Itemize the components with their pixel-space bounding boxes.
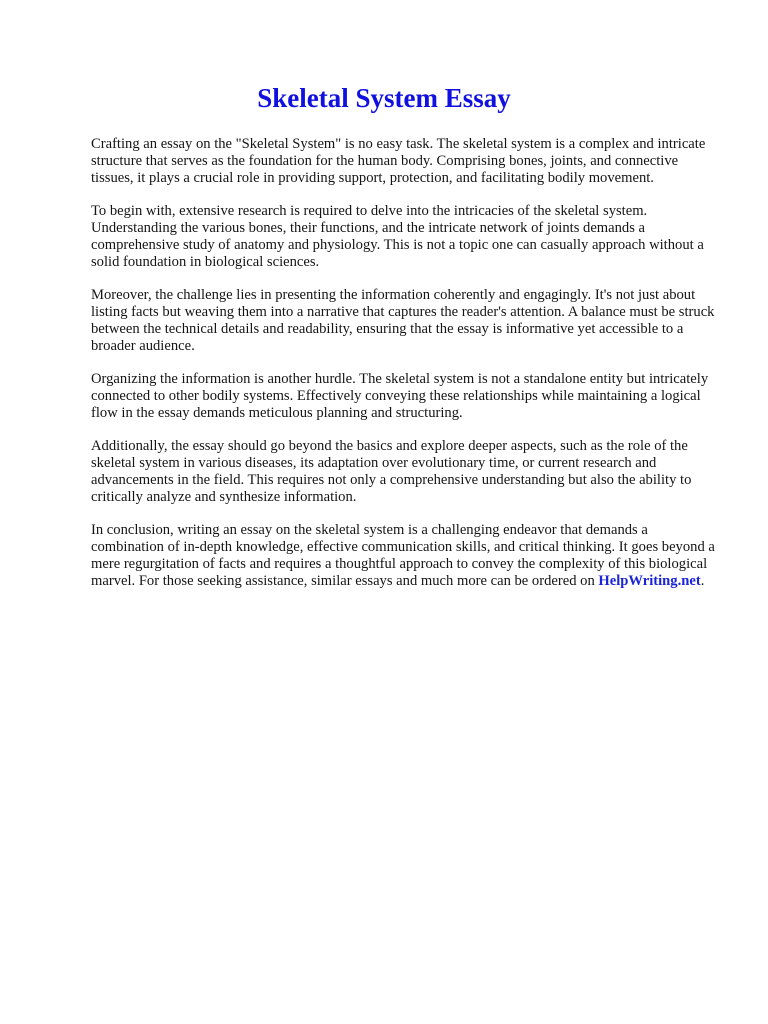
paragraph-depth: Additionally, the essay should go beyond the basics and explore deeper aspects, such as the role of the skeletal system in various diseases, its adaptation over evolutionary time, or current research and advancements in the field. This requires not only a comprehensive understanding but also the ability to critically analyze and synthesize information. <box>91 438 692 505</box>
helpwriting-link[interactable]: HelpWriting.net <box>598 573 701 589</box>
paragraph-presentation: Moreover, the challenge lies in presenting the information coherently and engagingly. It's not just about listing facts but weaving them into a narrative that captures the reader's attention. A balance must be struck between the technical details and readability, ensuring that the essay is informative yet accessible to a broader audience. <box>91 287 715 354</box>
page-title: Skeletal System Essay <box>257 83 511 113</box>
paragraph-research: To begin with, extensive research is required to delve into the intricacies of the skeletal system. Understanding the various bones, their functions, and the intricate network of joints demands a comprehensive study of anatomy and physiology. This is not a topic one can casually approach without a solid foundation in biological sciences. <box>91 203 704 270</box>
paragraph-conclusion <box>91 522 720 590</box>
paragraph-organization: Organizing the information is another hurdle. The skeletal system is not a standalone entity but intricately connected to other bodily systems. Effectively conveying these relationships while maintaining a logical flow in the essay demands meticulous planning and structuring. <box>91 371 709 421</box>
paragraph-intro: Crafting an essay on the "Skeletal System" is no easy task. The skeletal system is a complex and intricate structure that serves as the foundation for the human body. Comprising bones, joints, and connective tissues, it plays a crucial role in providing support, protection, and facilitating bodily movement. <box>91 136 706 186</box>
conclusion-text: In conclusion, writing an essay on the skeletal system is a challenging endeavor that demands a combination of in-depth knowledge, effective communication skills, and critical thinking. It goes beyond a mere regurgitation of facts and requires a thoughtful approach to convey the complexity of this biological marvel. For those seeking assistance, similar essays and much more can be ordered on <box>91 522 715 589</box>
conclusion-period: . <box>700 573 705 589</box>
